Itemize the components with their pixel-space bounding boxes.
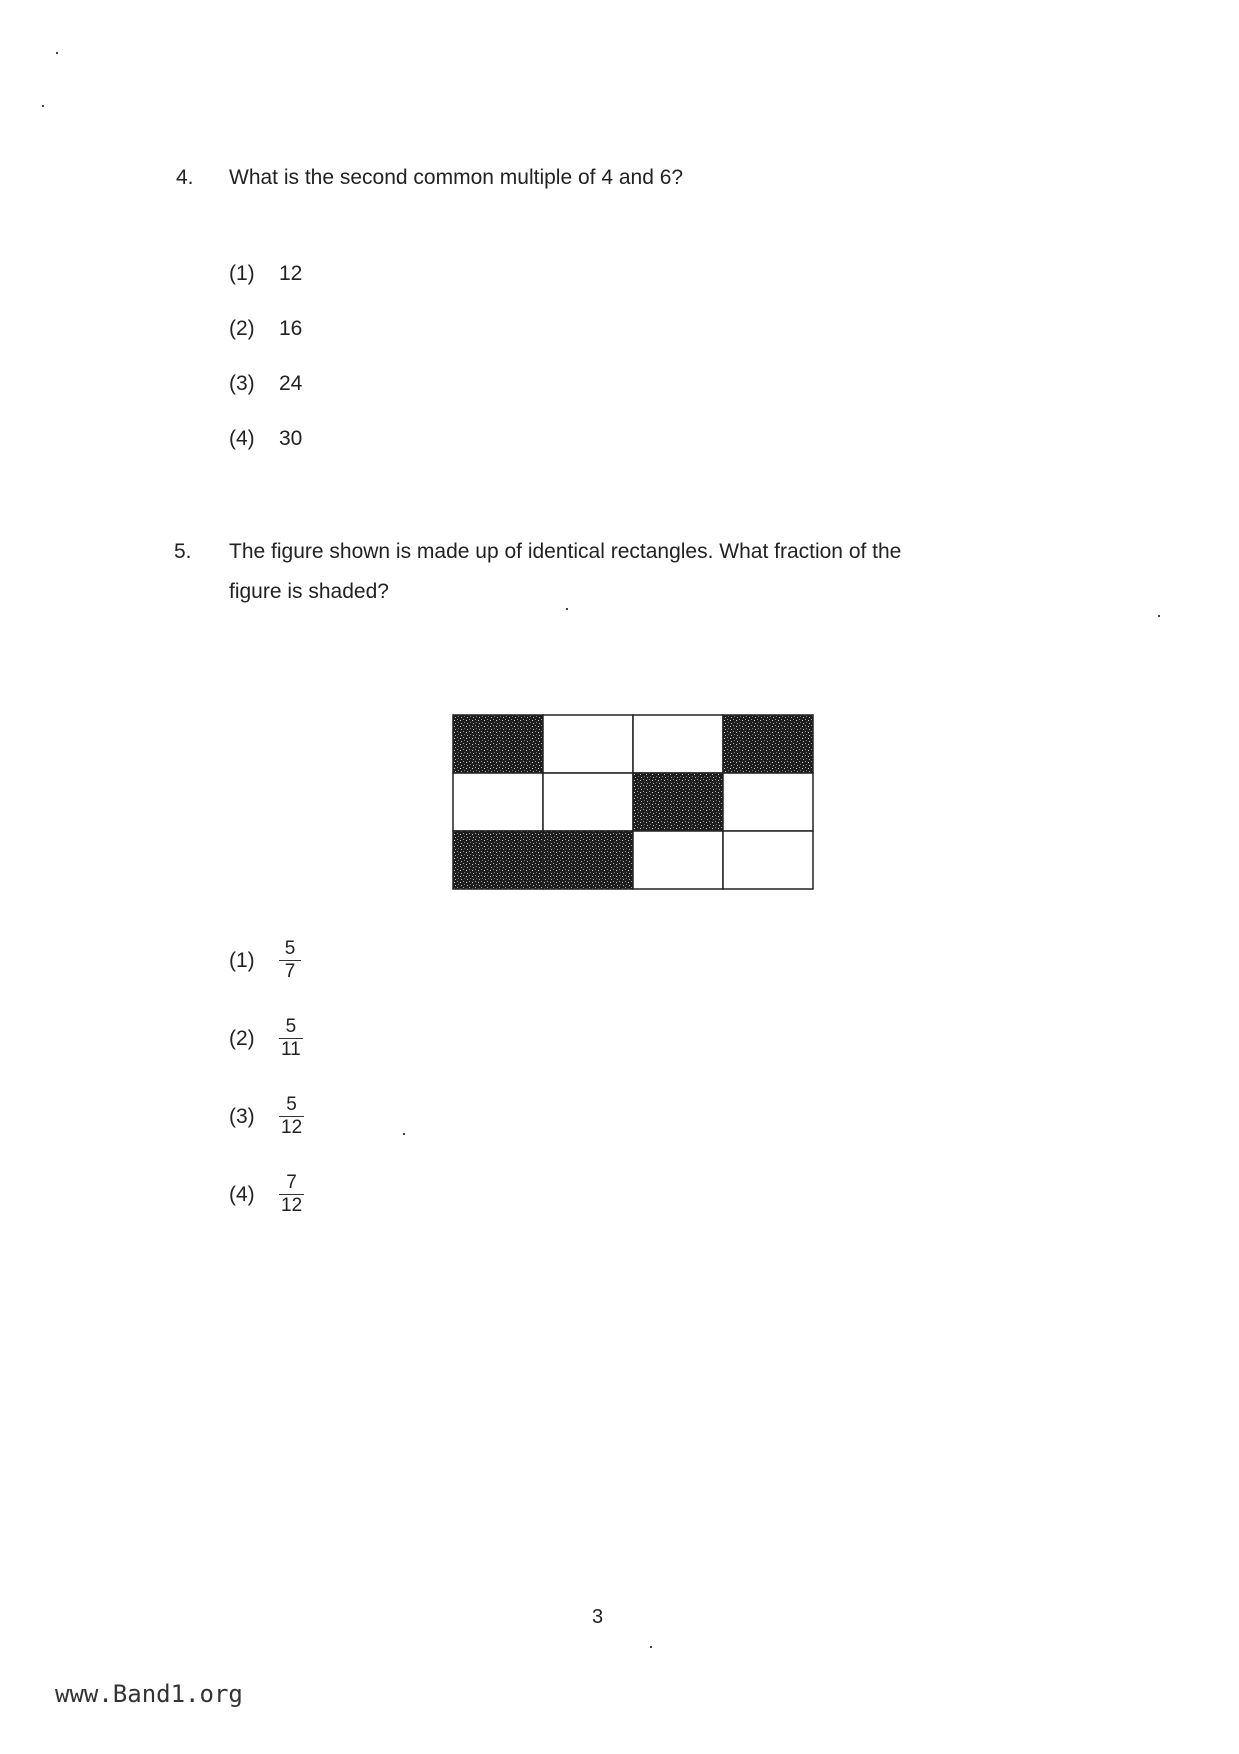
scan-speck xyxy=(403,1133,405,1135)
option-value: 24 xyxy=(279,372,303,395)
page-number: 3 xyxy=(592,1606,604,1628)
fraction-denominator: 12 xyxy=(281,1195,303,1216)
option-value: 30 xyxy=(279,427,303,450)
fraction xyxy=(279,1172,304,1217)
shaded-rectangle xyxy=(633,773,723,831)
option-value: 16 xyxy=(279,317,303,340)
question-5-text-line-2: figure is shaded? xyxy=(229,580,389,603)
fraction-numerator: 7 xyxy=(286,1172,297,1193)
question-5-option-3[interactable] xyxy=(229,1094,304,1139)
option-value: 12 xyxy=(279,262,303,285)
unshaded-rectangle xyxy=(543,715,633,773)
question-4-number: 4. xyxy=(176,166,194,189)
question-5-option-4[interactable] xyxy=(229,1172,304,1217)
question-5-option-2[interactable] xyxy=(229,1016,303,1061)
option-label: (2) xyxy=(229,1026,255,1050)
option-label: (1) xyxy=(229,948,255,972)
question-4-option-3[interactable] xyxy=(229,372,302,396)
option-label: (4) xyxy=(229,1182,255,1206)
scan-speck xyxy=(650,1646,652,1648)
shaded-rectangle xyxy=(723,715,813,773)
question-5-text xyxy=(229,532,1049,612)
shaded-rectangle xyxy=(453,831,543,889)
unshaded-rectangle xyxy=(723,773,813,831)
shaded-rectangle xyxy=(453,715,543,773)
unshaded-rectangle xyxy=(633,715,723,773)
question-4-option-1[interactable] xyxy=(229,262,302,286)
unshaded-rectangle xyxy=(543,773,633,831)
fraction-denominator: 11 xyxy=(281,1039,301,1060)
fraction-numerator: 5 xyxy=(284,938,296,959)
question-4-option-4[interactable] xyxy=(229,427,302,451)
unshaded-rectangle xyxy=(723,831,813,889)
scan-speck xyxy=(1158,615,1160,617)
option-label: (3) xyxy=(229,372,255,395)
shaded-rectangles-figure xyxy=(450,712,816,892)
option-label: (3) xyxy=(229,1104,255,1128)
fraction xyxy=(279,1016,303,1061)
question-4-option-2[interactable] xyxy=(229,317,302,341)
option-label: (2) xyxy=(229,317,255,340)
option-label: (4) xyxy=(229,427,255,450)
fraction-numerator: 5 xyxy=(286,1094,297,1115)
fraction-denominator: 12 xyxy=(281,1117,303,1138)
unshaded-rectangle xyxy=(633,831,723,889)
fraction xyxy=(279,938,301,983)
fraction-denominator: 7 xyxy=(284,961,296,982)
option-label: (1) xyxy=(229,262,255,285)
question-5-number: 5. xyxy=(174,540,192,563)
question-5-text-line-1: The figure shown is made up of identical rectangles. What fraction of the xyxy=(229,540,902,563)
scan-speck xyxy=(42,105,44,107)
unshaded-rectangle xyxy=(453,773,543,831)
question-5-option-1[interactable] xyxy=(229,938,301,983)
footer-url: www.Band1.org xyxy=(55,1680,243,1708)
shaded-rectangle xyxy=(543,831,633,889)
fraction xyxy=(279,1094,304,1139)
question-4-text: What is the second common multiple of 4 and 6? xyxy=(229,166,684,189)
fraction-numerator: 5 xyxy=(285,1016,297,1037)
scan-speck xyxy=(56,52,58,54)
